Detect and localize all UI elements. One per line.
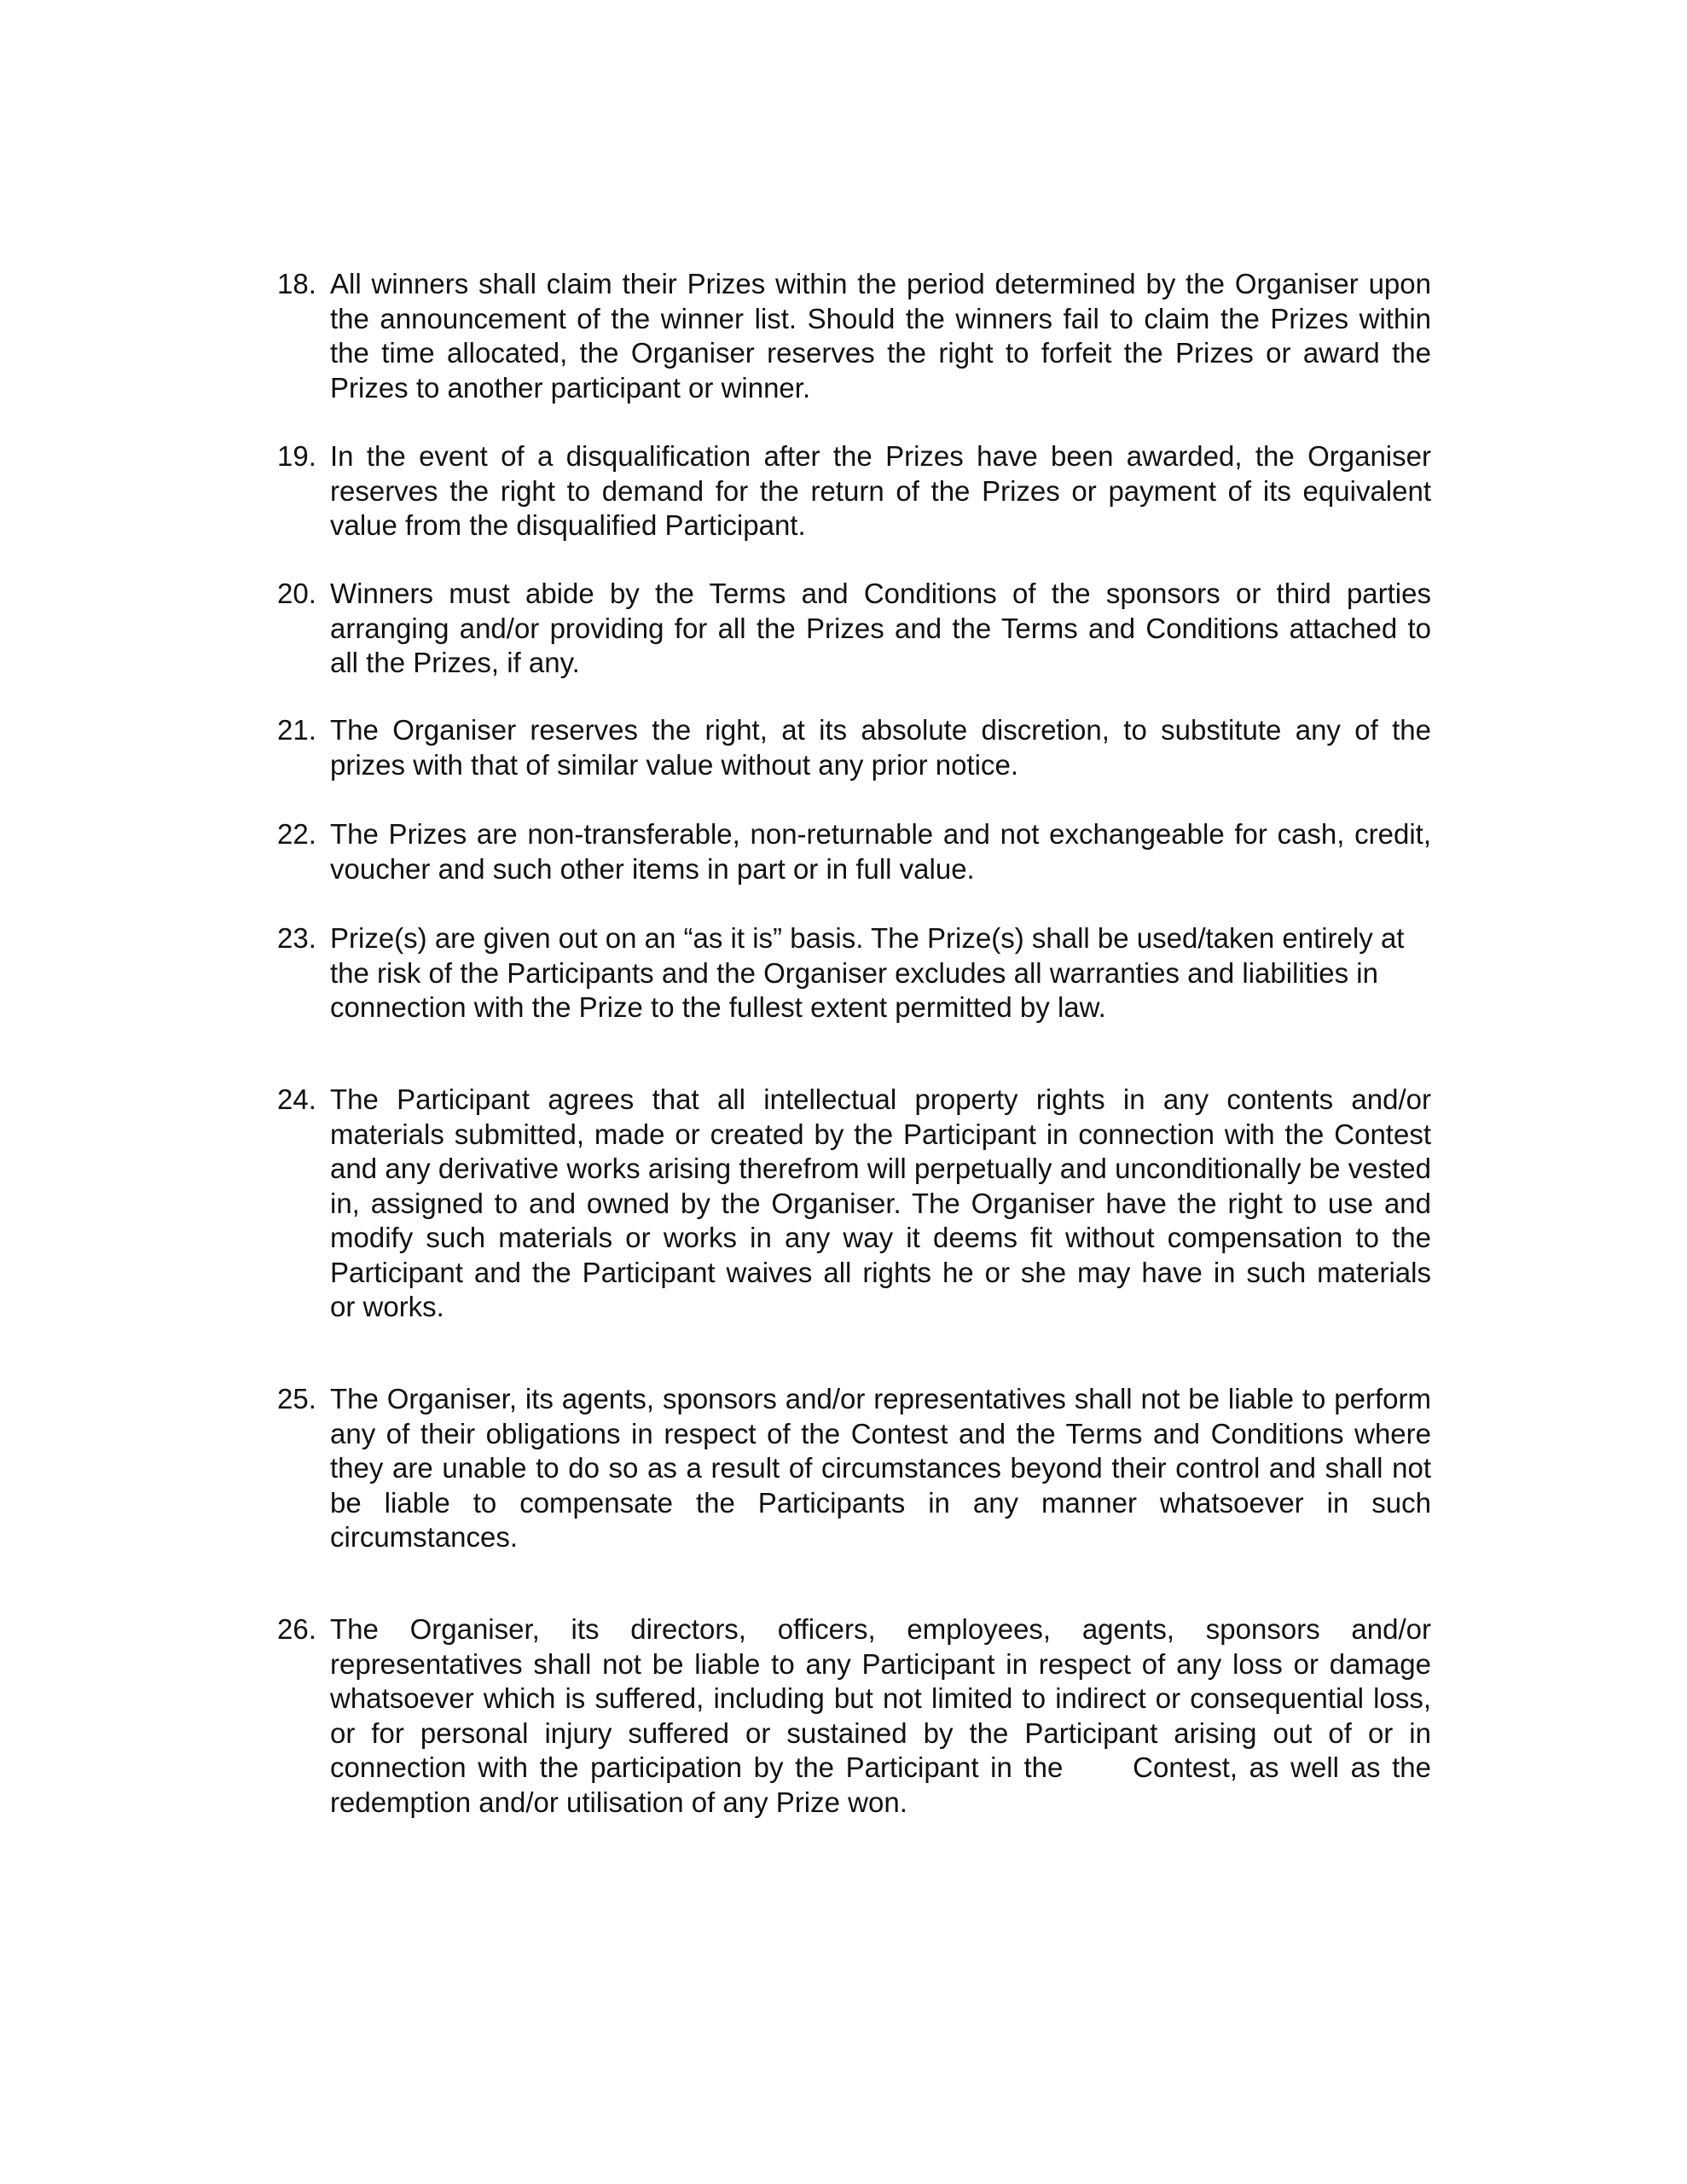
clause-number: 18. [277, 268, 316, 299]
clause-text: The Organiser, its agents, sponsors and/or representatives shall not be liable to perform any of their obligations in respect of the Contest and the Terms and Conditions where they are unable to do so as a result of circumstances beyond their control and shall not be liable to compensate the Participants in any manner whatsoever in such circumstances. [330, 1383, 1440, 1553]
clause-25 [277, 1382, 1440, 1555]
clause-text: In the event of a disqualification after the Prizes have been awarded, the Organiser reserves the right to demand for the return of the Prizes or payment of its equivalent value from the disqualified Participant. [330, 440, 1440, 541]
clause-number: 26. [277, 1613, 316, 1645]
clause-text: The Participant agrees that all intellectual property rights in any contents and/or materials submitted, made or created by the Participant in connection with the Contest and any derivative works arising therefrom will perpetually and unconditionally be vested in, assigned to and owned by the Organiser. The Organiser have the right to use and modify such materials or works in any way it deems fit without compensation to the Participant and the Participant waives all rights he or she may have in such materials or works. [330, 1083, 1455, 1322]
clause-text: The Prizes are non-transferable, non-returnable and not exchangeable for cash, credit, voucher and such other items in part or in full value. [330, 818, 1440, 885]
clause-text: All winners shall claim their Prizes within the period determined by the Organiser upon the announcement of the winner list. Should the winners fail to claim the Prizes within the time allocated, the Organiser reserves the right to forfeit the Prizes or award the Prizes to another participant or winner. [330, 268, 1440, 404]
clause-22 [277, 817, 1440, 886]
clause-text: The Organiser reserves the right, at its absolute discretion, to substitute any of the prizes with that of similar value without any prior notice. [330, 714, 1440, 781]
clause-23 [277, 921, 1431, 1025]
clause-21 [277, 713, 1440, 782]
clause-number: 25. [277, 1383, 316, 1414]
clause-26 [277, 1612, 1440, 1820]
clause-number: 23. [277, 922, 316, 954]
clause-number: 20. [277, 578, 316, 609]
clause-text: The Organiser, its directors, officers, employees, agents, sponsors and/or representatives shall not be liable to any Participant in respect of any loss or damage whatsoever which is suffered, including but not limited to indirect or consequential loss, or for personal injury suffered or sustained by the Participant arising out of or in connection with the participation by the Participant in the Contest, as well as the redemption and/or utilisation of any Prize won. [330, 1613, 1440, 1818]
clause-number: 22. [277, 818, 316, 850]
clause-number: 21. [277, 714, 316, 746]
clause-19 [277, 439, 1440, 543]
clause-number: 19. [277, 440, 316, 472]
clause-text: Winners must abide by the Terms and Conditions of the sponsors or third parties arranging and/or providing for all the Prizes and the Terms and Conditions attached to all the Prizes, if any. [330, 578, 1440, 678]
clause-number: 24. [277, 1083, 316, 1115]
clause-18 [277, 267, 1440, 405]
clause-20 [277, 577, 1440, 681]
clause-24 [277, 1083, 1455, 1325]
clause-text: Prize(s) are given out on an “as it is” basis. The Prize(s) shall be used/taken entirely at the risk of the Participants and the Organiser excludes all warranties and liabilities in connection with the Prize to the fullest extent permitted by law. [330, 922, 1412, 1023]
